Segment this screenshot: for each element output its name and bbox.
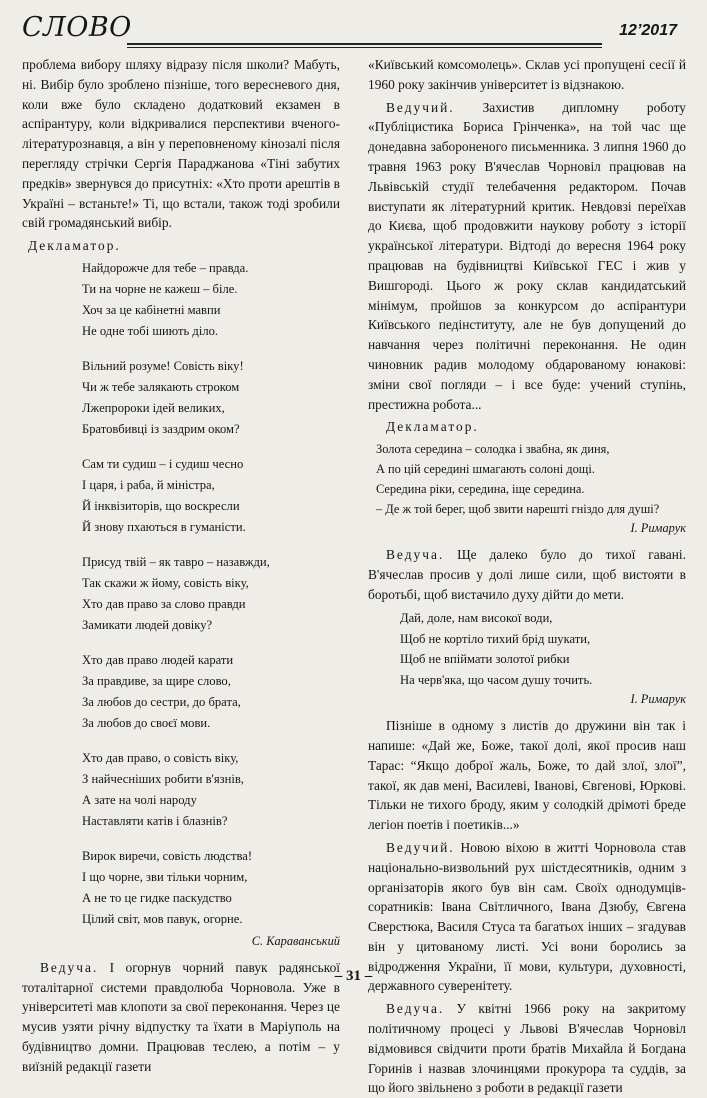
left-column [22,55,340,1077]
poem-line: На черв'яка, що часом душу точить. [400,672,593,687]
poem-line: За любов до своєї мови. [82,715,211,730]
poem-stanza [22,846,340,930]
narration-paragraph [368,999,686,1098]
poem-line: Найдорожче для тебе – правда. [82,260,249,275]
poem-line: – Де ж той берег, щоб звити нарешті гніздо для душі? [376,502,660,517]
narration-text: У квітні 1966 року на закритому політичному процесі у Львові В'ячеслав Чорновіл відмовився свідчити проти братів Михайла й Богдана Горинів і назвав злочинцями прокурора та суддів, за що його звільнено з роботи в редакції газети [368,1001,686,1096]
narration-text: Новою віхою в житті Чорновола став національно-визвольний рух шістдесятників, одним з організаторів якого був він сам. Своїх однодумців-соратників: Івана Світличного, Івана Дзюбу, Євгена Сверстюка, Василя Стуса та багатьох інших – згадував він у цитованому листі. Усі вони боролись за відродження України, її мови, культури, духовності, державного суверенітету. [368,839,686,994]
poem-line: Так скажи ж йому, совість віку, [82,575,249,590]
intro-paragraph: проблема вибору шляху відразу після школи? Мабуть, ні. Вибір було зроблено пізніше, того вересневого дня, коли вже було складено додатковий екзамен в аспірантуру, коли відкривалися перспективи вченого-літературознавця, а він у переповненому кінозалі після перегляду стрічки Сергія Параджанова «Тіні забутих предків» звернувся до присутніх: «Хто проти арештів в Україні – встаньте!» Ті, що встали, також тоді зробили свій громадянський вибір. [22,57,340,231]
poem-line: І царя, і раба, й міністра, [82,477,215,492]
speaker-label: Ведучий. [386,99,455,115]
issue-number: 12’2017 [619,22,677,39]
speaker-label: Ведучий. [386,839,455,855]
narration-paragraph [368,545,686,604]
poem-line: А по цій середині шмагають солоні дощі. [376,462,595,477]
poem-line: Щоб не впіймати золотої рибки [400,652,570,667]
speaker-label: Декламатор. [28,238,121,254]
speaker-label: Ведуча. [386,1001,445,1017]
poem-line: Не одне тобі шиють діло. [82,323,219,338]
narration-text: Захистив дипломну роботу «Публіцистика Бориса Грінченка», на той час ще донедавна забороненого письменника. З липня 1960 до травня 1963 року В'ячеслав Чорновіл працював на Львівській студії телебачення редактором. Почав виступати як літературний критик. Невдовзі переїхав до Києва, щоб продовжити наукову роботу з історії української літератури. Відтоді до вересня 1964 року працював на будівництві Київської ГЕС і жив у Вишгороді. Цього ж року склав кандидатський мінімум, пройшов за конкурсом до аспірантури Київського педінституту, але не був допущений до навчання через політичні переконання. Не один чиновник радив молодому обдарованому юнакові: зміни свої погляди – і все буде: учений ступінь, престижна робота... [368,99,686,412]
speaker-label: Ведуча. [40,959,99,975]
poem-line: Хто дав право за слово правди [82,596,246,611]
speaker-label: Декламатор. [386,419,479,435]
poem-stanza [22,454,340,538]
narration-text: І огорнув чорний павук радянської тоталітарної системи правдолюба Чорновола. Уже в університеті мав клопоти за свої переконання. Через це мусив узяти річну відпустку та їхати в Маріуполь на будівництво домни. Працював теслею, а потім – у виїзній редакції газети [22,959,340,1074]
page-header [22,12,677,50]
poem-stanza [22,356,340,440]
speaker-label: Ведуча. [386,546,445,562]
narration-paragraph [368,98,686,415]
poem-line: Ти на чорне не кажеш – біле. [82,281,238,296]
poem-line: Цілий світ, мов павук, огорне. [82,911,243,926]
poem-line: За любов до сестри, до брата, [82,694,241,709]
poem-line: Й знову пхаються в гуманісти. [82,519,246,534]
poem-line: А зате на чолі народу [82,792,197,807]
poem-line: Хоч за це кабінетні мавпи [82,302,221,317]
letter-paragraph: Пізніше в одному з листів до дружини він так і напише: «Дай же, Боже, такої долі, якої просив наш Тарас: “Якщо доброї жаль, Боже, то дай злої, злої”, такої, як дав мені, Василеві, Іванові, Євгенові, Юркові. Тільки не тихого броду, яким у солодкій дрімоті бреде легіон поетів і поетиків...» [368,718,686,833]
poem-line: Щоб не кортіло тихий брід шукати, [400,631,591,646]
poem-line: А не то це гидке паскудство [82,890,232,905]
poem-line: Замикати людей довіку? [82,617,213,632]
poem-line: З найчесніших робити в'язнів, [82,771,244,786]
poem-line: Вирок виречи, совість людства! [82,848,253,863]
poem-line: Хто дав право, о совість віку, [82,750,239,765]
poem-line: Хто дав право людей карати [82,652,234,667]
rymaruk-poem-2 [368,608,686,690]
continued-paragraph: «Київський комсомолець». Склав усі пропущені сесії й 1960 року закінчив університет із відзнакою. [368,57,686,92]
header-rule-thin [127,47,602,48]
poem-stanza [22,258,340,342]
poem-line: Лжепророки ідей великих, [82,400,225,415]
poem-line: Золота середина – солодка і звабна, як диня, [376,442,610,457]
poem-stanza [22,650,340,734]
poem-author: С. Караванський [251,933,340,948]
poem-line: Присуд твій – як тавро – назавжди, [82,554,270,569]
page-number: – 31 – [334,968,373,984]
header-rule [127,43,602,45]
poem-line: Дай, доле, нам високої води, [400,611,553,626]
narration-text: Ще далеко було до тихої гавані. В'ячеслав просив у долі лише сили, щоб вистояти в боротьбі, щоб вистачило духу дійти до мети. [368,546,686,602]
poem-stanza [22,748,340,832]
poem-line: Наставляти катів і блазнів? [82,813,228,828]
karavansky-poem [22,258,340,930]
poem-line: Чи ж тебе залякають строком [82,379,240,394]
rymaruk-poem-1 [368,439,686,519]
poem-author: І. Римарук [630,692,686,707]
poem-line: Й інквізиторів, що воскресли [82,498,240,513]
poem-line: Вільний розуме! Совість віку! [82,358,244,373]
poem-line: Сам ти судиш – і судиш чесно [82,456,244,471]
poem-line: І що чорне, зви тільки чорним, [82,869,248,884]
poem-line: За правдиве, за щире слово, [82,673,231,688]
poem-line: Середина ріки, середина, іще середина. [376,482,585,497]
poem-line: Братовбивці із заздрим оком? [82,421,240,436]
poem-stanza [22,552,340,636]
poem-author: І. Римарук [630,521,686,536]
right-column [368,55,686,1098]
magazine-logo: СЛОВО [22,12,132,43]
